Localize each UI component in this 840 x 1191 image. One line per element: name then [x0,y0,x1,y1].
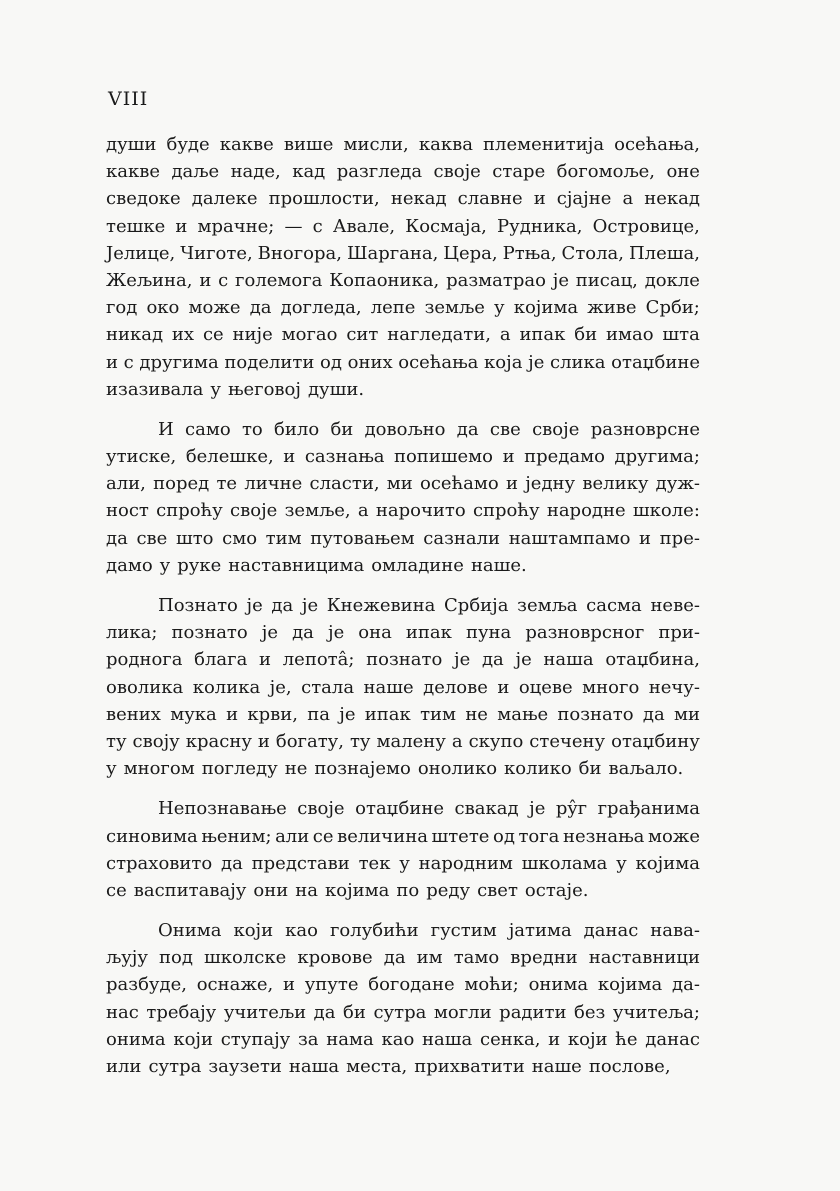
text-line: изазивала у његовој души. [106,378,365,400]
text-line: у многом погледу не познајемо онолико колико би ваљало. [106,758,684,780]
text-line: утиске, белешке, и сазнања попишемо и предамо другима; [106,446,700,468]
text-line: оволика колика је, стала наше деловe и оцеве много нечу- [106,676,700,698]
paragraph [106,592,700,782]
text-line: никад их се није могао сит нагледати, а ипак би имао шта [106,324,700,346]
text-line: се васпитавају они на којима по реду свет остаје. [106,879,589,901]
text-line: синовима њеним; али се величина штете од тога незнања може [106,825,700,847]
text-line: страховито да представи тек у народним школама у којима [106,852,700,874]
paragraph [106,131,700,403]
text-line: родногa блага и лепотâ; познато је да је наша отаџбина, [106,649,700,671]
text-line: да све што смо тим путовањем сазнали наштампамо и пре- [106,527,700,549]
text-line: нас требају учитељи да би сутра могли радити без учитеља; [106,1001,700,1023]
text-line: лика; познато је да је она ипак пуна разноврсног при- [106,622,700,644]
text-line: ту своју красну и богату, ту малену а скупо стечену отаџбину [106,730,700,752]
text-line: сведоке далеке прошлости, некад славне и сјајне а некад [106,188,700,210]
paragraph [106,416,700,579]
text-line: љују под школске кровове да им тамо вредни наставници [106,947,700,969]
page-number: VIII [108,88,149,110]
text-line: год око може да догледа, лепе земље у којима живе Срби; [106,297,700,319]
text-line: ност спроћу своје земље, а нарочито спроћу народне школе: [106,500,700,522]
text-line: али, поред те личне сласти, ми осећамо и једну велику дуж- [106,473,700,495]
text-line: И само то било би довољно да све своје разноврсне [158,418,700,440]
text-line: Жељина, и с големога Копаоника, разматрао је писац, докле [106,269,700,291]
text-line: вених мука и крви, па је ипак тим не мање познато да ми [106,703,700,725]
text-line: тешке и мрачне; — с Авале, Космаја, Рудника, Островице, [106,215,700,237]
text-line: Јелице, Чиготе, Вногора, Шаргана, Цера, Ртња, Стола, Плеша, [106,242,700,264]
text-line: разбуде, оснаже, и упуте богодане моћи; онима којима да- [106,974,700,996]
paragraph [106,917,700,1080]
text-line: и с другима поделити од оних осећања која је слика отаџбине [106,351,700,373]
body-text [106,131,700,1093]
text-line: Онима који као голубићи густим јатима данас нава- [158,920,700,942]
text-line: онима који ступају за нама као наша сенка, и који ће данас [106,1028,700,1050]
text-line: Познато је да је Кнежевина Србија земља сасма неве- [158,595,700,616]
text-line: какве даље наде, кад разгледа своје старе богомоље, оне [106,161,700,183]
text-line: дамо у руке наставницима омладине наше. [106,554,527,576]
text-line: души буде какве више мисли, каква племенитија осећања, [106,134,700,155]
paragraph [106,795,700,904]
text-line: Непознавање своје отаџбине свакад је рŷг грађанима [158,798,700,820]
text-line: или сутра заузети наша места, прихватити наше послове, [106,1056,671,1077]
